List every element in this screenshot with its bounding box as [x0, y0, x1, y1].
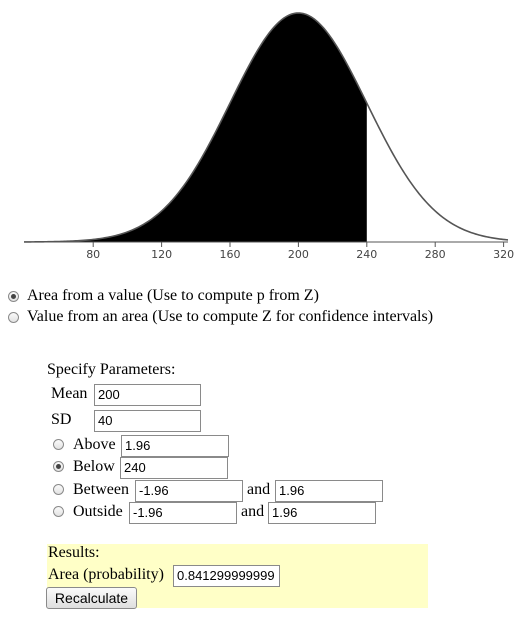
area-probability-label: Area (probability) — [48, 566, 164, 583]
between-and-label: and — [247, 481, 271, 498]
mode-value-from-area[interactable] — [6, 308, 433, 326]
x-tick-label: 320 — [493, 248, 515, 261]
above-input[interactable]: 1.96 — [121, 435, 229, 457]
between-label: Between — [73, 481, 129, 498]
mode-value-from-area-radio[interactable] — [8, 312, 19, 323]
sd-input[interactable]: 40 — [94, 410, 201, 432]
above-label: Above — [73, 436, 116, 453]
mode-value-from-area-label: Value from an area (Use to compute Z for confidence intervals) — [27, 308, 434, 325]
outside-low-input[interactable]: -1.96 — [129, 502, 237, 524]
sd-label: SD — [51, 411, 72, 428]
below-input[interactable]: 240 — [120, 457, 228, 479]
between-radio[interactable] — [53, 484, 64, 495]
mean-input[interactable]: 200 — [94, 384, 201, 406]
between-low-input[interactable]: -1.96 — [135, 480, 243, 502]
x-tick-label: 160 — [219, 248, 241, 261]
x-tick-label: 120 — [151, 248, 173, 261]
area-probability-output[interactable]: 0.841299999999 — [173, 565, 280, 587]
x-tick-label: 80 — [86, 248, 101, 261]
x-tick-label: 280 — [424, 248, 446, 261]
results-heading: Results: — [48, 544, 100, 561]
outside-and-label: and — [241, 503, 265, 520]
mode-area-from-value-radio[interactable] — [8, 291, 19, 302]
mean-label: Mean — [51, 385, 88, 402]
x-tick-label: 240 — [356, 248, 378, 261]
shaded-area — [24, 13, 367, 242]
outside-radio[interactable] — [53, 506, 64, 517]
x-tick-label: 200 — [287, 248, 309, 261]
between-high-input[interactable]: 1.96 — [275, 480, 383, 502]
outside-high-input[interactable]: 1.96 — [268, 502, 376, 524]
mode-area-from-value[interactable] — [6, 287, 319, 305]
outside-label: Outside — [73, 503, 123, 520]
below-radio[interactable] — [53, 461, 64, 472]
mode-area-from-value-label: Area from a value (Use to compute p from Z) — [27, 287, 319, 304]
above-radio[interactable] — [53, 439, 64, 450]
specify-parameters-heading: Specify Parameters: — [47, 361, 176, 378]
recalculate-button[interactable]: Recalculate — [46, 587, 137, 609]
below-label: Below — [73, 458, 115, 475]
normal-distribution-chart — [0, 0, 523, 275]
